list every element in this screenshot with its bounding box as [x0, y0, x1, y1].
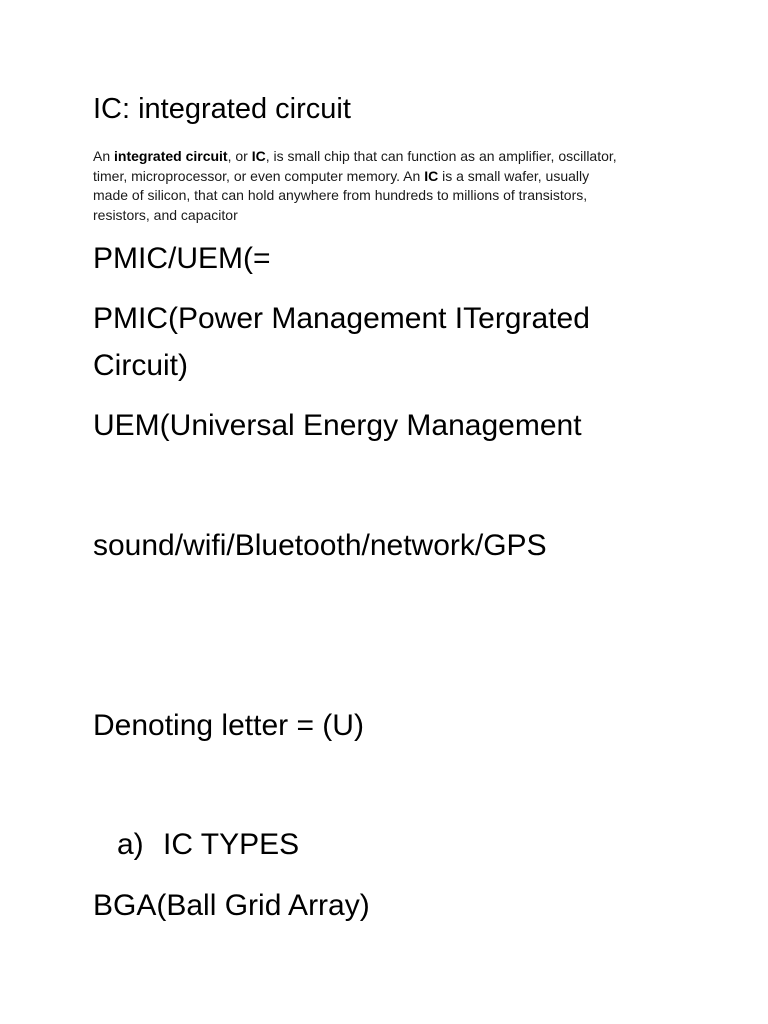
paragraph-line-4: resistors, and capacitor	[93, 206, 238, 223]
paragraph-line-2	[93, 167, 693, 187]
paragraph-text: timer, microprocessor, or even computer memory. An	[93, 167, 425, 184]
uem-definition: UEM(Universal Energy Management	[93, 409, 582, 442]
denoting-letter-line: Denoting letter = (U)	[93, 709, 364, 742]
document-title: IC: integrated circuit	[93, 93, 351, 125]
bga-line: BGA(Ball Grid Array)	[93, 889, 370, 922]
paragraph-text: , is small chip that can function as an amplifier, oscillator,	[265, 148, 617, 164]
pmic-definition-line-1: PMIC(Power Management ITergrated	[93, 302, 590, 335]
paragraph-text: is a small wafer, usually	[438, 167, 590, 184]
paragraph-text: An	[93, 148, 115, 164]
paragraph-line-1	[93, 147, 693, 167]
list-item-text: IC TYPES	[163, 828, 300, 861]
pmic-uem-heading: PMIC/UEM(=	[93, 242, 271, 275]
list-item-ic-types	[117, 827, 299, 863]
paragraph-line-3: made of silicon, that can hold anywhere from hundreds to millions of transistors,	[93, 187, 588, 203]
paragraph-text: , or	[227, 148, 252, 164]
paragraph-bold-term: integrated circuit	[114, 148, 228, 164]
paragraph-bold-term: IC	[424, 167, 439, 184]
list-marker: a)	[117, 828, 144, 861]
functions-list-line: sound/wifi/Bluetooth/network/GPS	[93, 529, 547, 562]
ic-definition-paragraph	[93, 147, 693, 225]
paragraph-bold-term: IC	[251, 148, 266, 164]
pmic-definition-line-2: Circuit)	[93, 349, 188, 382]
